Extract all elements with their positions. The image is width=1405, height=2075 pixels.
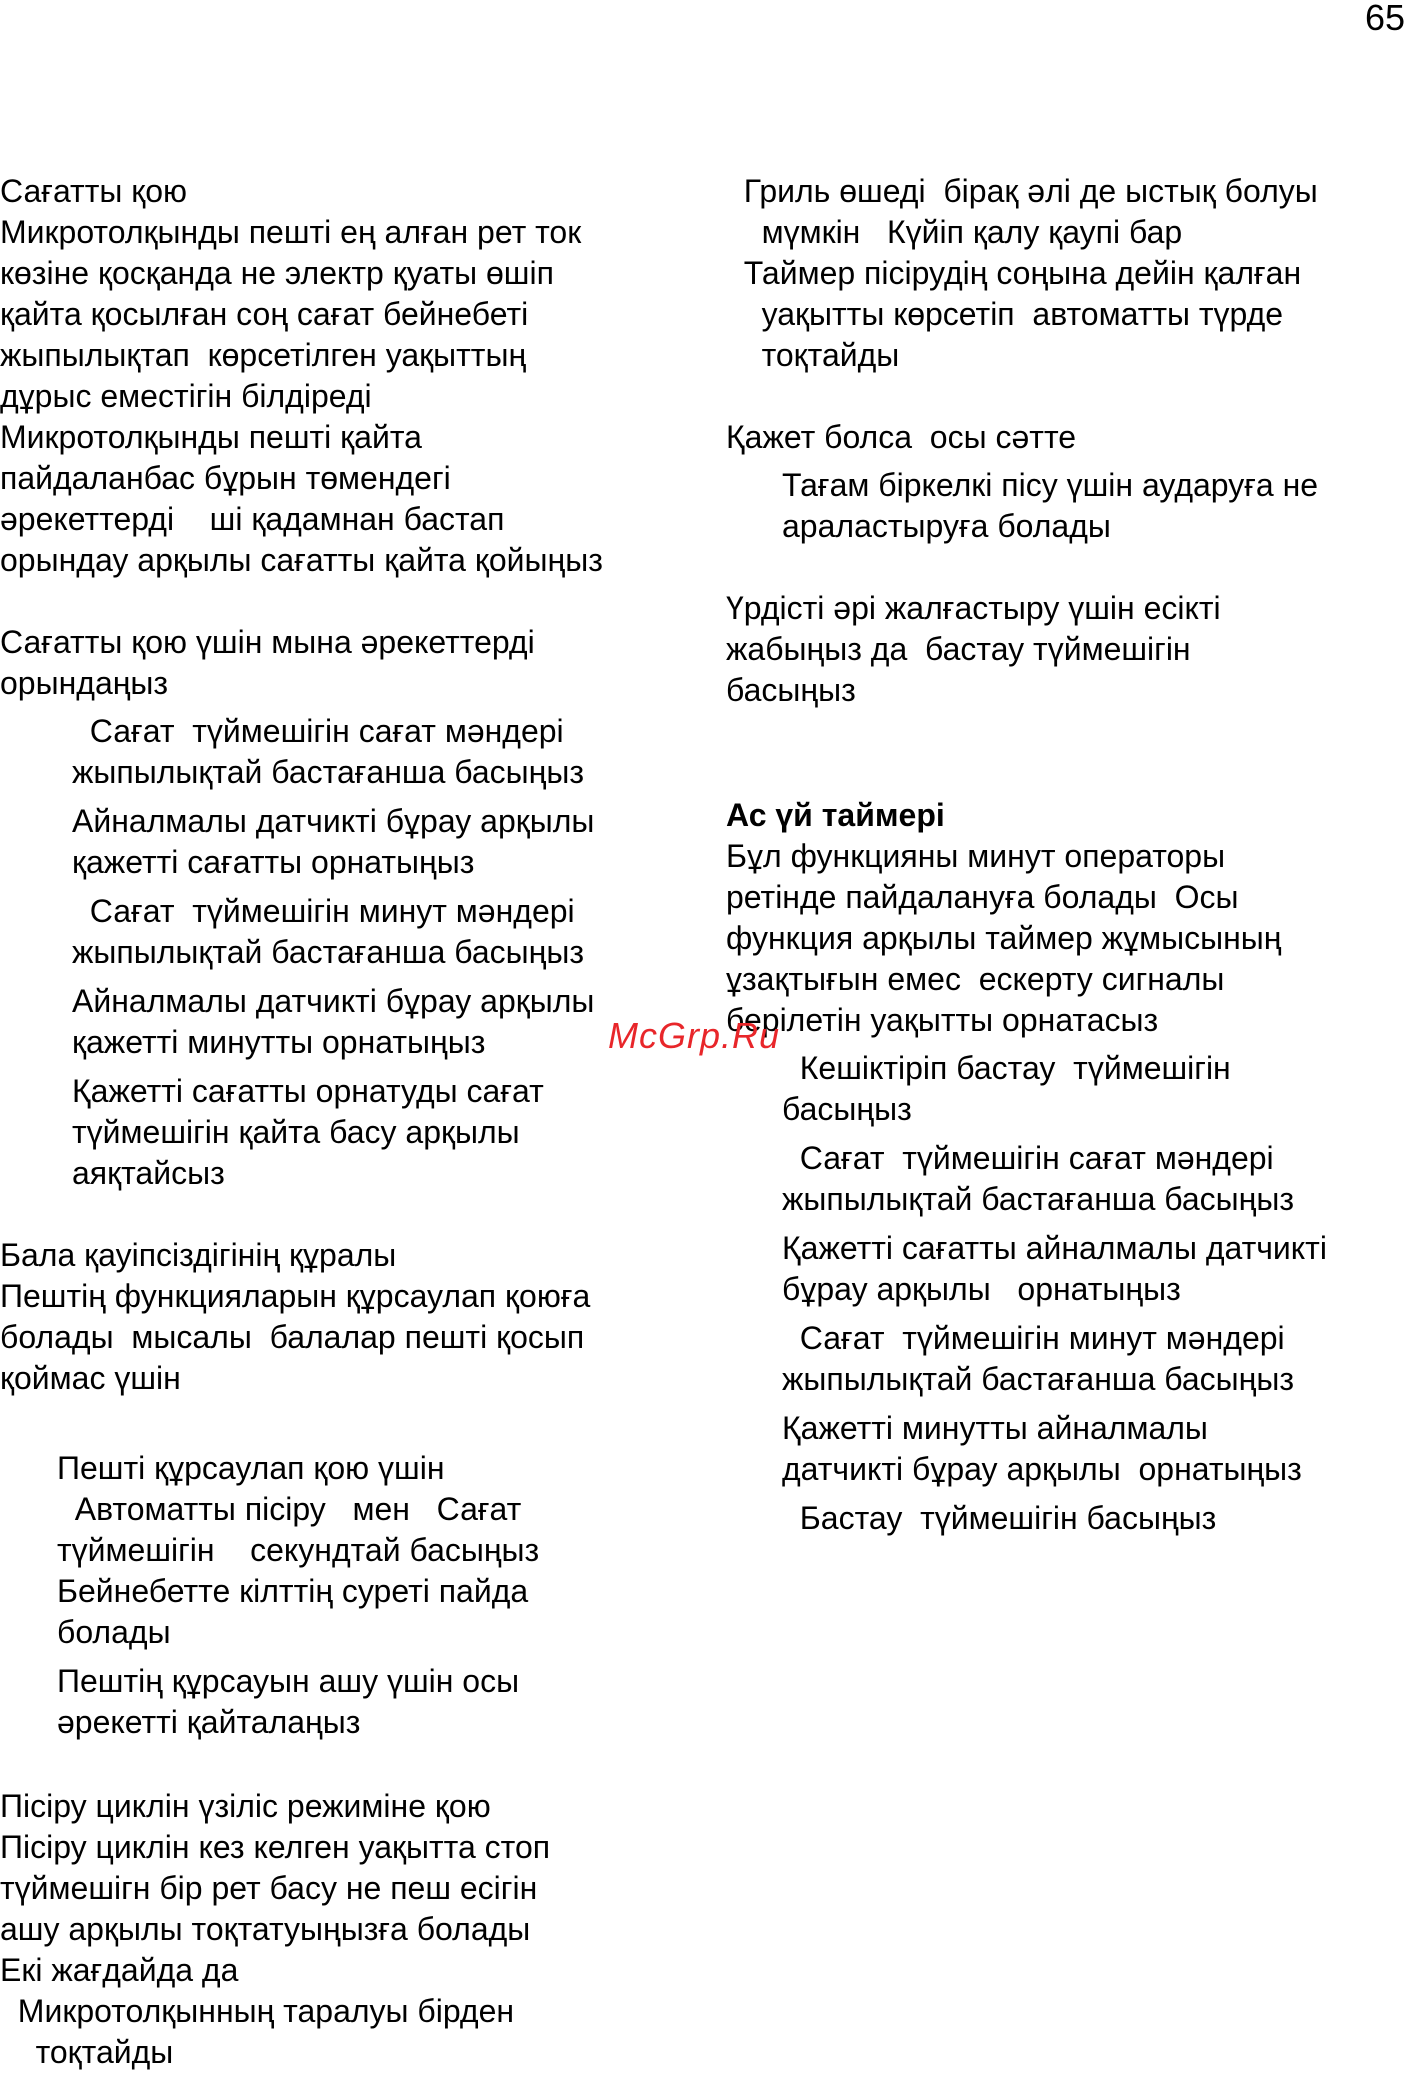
step-line: жыпылықтай бастағанша басыңыз (782, 1361, 1294, 1397)
step-line: Бейнебетте кілттің суреті пайда (57, 1573, 529, 1609)
step-line: Қажетті сағатты айналмалы датчикті (782, 1230, 1327, 1266)
watermark: McGrp.Ru (608, 1015, 781, 1056)
steps-heading-line: Сағатты қою үшін мына әрекеттерді (0, 624, 535, 660)
step-line: датчикті бұрау арқылы орнатыңыз (782, 1451, 1302, 1487)
page-number: 65 (1364, 0, 1405, 38)
step-line: Тағам біркелкі пісу үшін аударуға не (782, 467, 1319, 503)
steps-heading-line: орындаңыз (0, 665, 169, 701)
paragraph-line: ретінде пайдалануға болады Осы (726, 879, 1239, 915)
step-line: мүмкін Күйіп қалу қаупі бар (726, 214, 1183, 250)
paragraph-line: пайдаланбас бұрын төмендегі (0, 460, 451, 496)
paragraph-line: ұзақтығын емес ескерту сигналы (726, 961, 1225, 997)
paragraph-line: дұрыс еместігін білдіреді (0, 378, 372, 414)
paragraph-line: әрекеттерді ші қадамнан бастап (0, 501, 505, 537)
paragraph-line: орындау арқылы сағатты қайта қойыңыз (0, 542, 603, 578)
step-line: Кешіктіріп бастау түймешігін (782, 1050, 1231, 1086)
paragraph-line: басыңыз (726, 672, 856, 708)
step-line: Пештің құрсауын ашу үшін осы (57, 1663, 520, 1699)
section-title: Сағатты қою (0, 173, 188, 209)
section-title: Ас үй таймері (726, 797, 945, 833)
step-line: басыңыз (782, 1091, 912, 1127)
paragraph-line: Бұл функцияны минут операторы (726, 838, 1226, 874)
step-line: уақытты көрсетіп автоматты түрде (726, 296, 1284, 332)
paragraph-line: Пештің функцияларын құрсаулап қоюға (0, 1278, 591, 1314)
step-line: тоқтайды (0, 2034, 174, 2070)
step-line: қажетті минутты орнатыңыз (72, 1024, 486, 1060)
paragraph-line: көзіне қосқанда не электр қуаты өшіп (0, 255, 554, 291)
step-line: жыпылықтай бастағанша басыңыз (72, 934, 584, 970)
section-title: Бала қауіпсіздігінің құралы (0, 1237, 397, 1273)
step-line: Айналмалы датчикті бұрау арқылы (72, 983, 595, 1019)
section-title: Пісіру циклін үзіліс режиміне қою (0, 1788, 491, 1824)
step-line: Пешті құрсаулап қою үшін (57, 1450, 445, 1486)
step-line: түймешігін қайта басу арқылы (72, 1114, 520, 1150)
paragraph-line: ашу арқылы тоқтатуыңызға болады (0, 1911, 531, 1947)
step-line: Автоматты пісіру мен Сағат (57, 1491, 522, 1527)
paragraph-line: Микротолқынды пешті ең алған рет ток (0, 214, 582, 250)
step-line: әрекетті қайталаңыз (57, 1704, 361, 1740)
paragraph-line: жыпылықтап көрсетілген уақыттың (0, 337, 527, 373)
step-line: аяқтайсыз (72, 1155, 225, 1191)
step-line: Сағат түймешігін минут мәндері (782, 1320, 1285, 1356)
step-line: Гриль өшеді бірақ әлі де ыстық болуы (726, 173, 1318, 209)
step-line: Қажетті минутты айналмалы (782, 1410, 1208, 1446)
step-line: Микротолқынның таралуы бірден (0, 1993, 515, 2029)
paragraph-line: Қажет болса осы сәтте (726, 419, 1077, 455)
paragraph-line: Екі жағдайда да (0, 1952, 239, 1988)
paragraph-line: түймешігн бір рет басу не пеш есігін (0, 1870, 538, 1906)
step-line: араластыруға болады (782, 508, 1111, 544)
paragraph-line: Үрдісті әрі жалғастыру үшін есікті (726, 590, 1221, 626)
paragraph-line: жабыңыз да бастау түймешігін (726, 631, 1191, 667)
step-line: Айналмалы датчикті бұрау арқылы (72, 803, 595, 839)
paragraph-line: қоймас үшін (0, 1360, 181, 1396)
step-line: жыпылықтай бастағанша басыңыз (782, 1181, 1294, 1217)
step-line: болады (57, 1614, 171, 1650)
step-line: бұрау арқылы орнатыңыз (782, 1271, 1181, 1307)
paragraph-line: болады мысалы балалар пешті қосып (0, 1319, 585, 1355)
step-line: Қажетті сағатты орнатуды сағат (72, 1073, 544, 1109)
paragraph-line: берілетін уақытты орнатасыз (726, 1002, 1159, 1038)
paragraph-line: Пісіру циклін кез келген уақытта стоп (0, 1829, 551, 1865)
step-line: тоқтайды (726, 337, 900, 373)
step-line: қажетті сағатты орнатыңыз (72, 844, 475, 880)
step-line: жыпылықтай бастағанша басыңыз (72, 754, 584, 790)
step-line: Сағат түймешігін сағат мәндері (782, 1140, 1274, 1176)
step-line: Таймер пісірудің соңына дейін қалған (726, 255, 1302, 291)
paragraph-line: функция арқылы таймер жұмысының (726, 920, 1282, 956)
step-line: түймешігін секундтай басыңыз (57, 1532, 540, 1568)
step-line: Сағат түймешігін сағат мәндері (72, 713, 564, 749)
step-line: Сағат түймешігін минут мәндері (72, 893, 575, 929)
step-line: Бастау түймешігін басыңыз (782, 1500, 1217, 1536)
paragraph-line: Микротолқынды пешті қайта (0, 419, 422, 455)
paragraph-line: қайта қосылған соң сағат бейнебеті (0, 296, 529, 332)
